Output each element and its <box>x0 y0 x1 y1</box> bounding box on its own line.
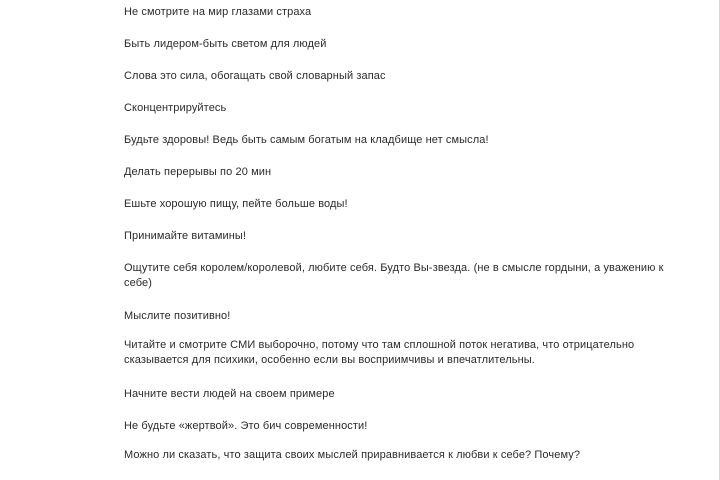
paragraph-4: Сконцентрируйтесь <box>124 102 227 114</box>
paragraph-3: Слова это сила, обогащать свой словарный запас <box>124 70 386 82</box>
paragraph-12: Начните вести людей на своем примере <box>124 388 335 400</box>
paragraph-2: Быть лидером-быть светом для людей <box>124 38 327 50</box>
paragraph-6: Делать перерывы по 20 мин <box>124 166 272 178</box>
paragraph-5: Будьте здоровы! Ведь быть самым богатым на кладбище нет смысла! <box>124 134 489 146</box>
paragraph-7: Ешьте хорошую пищу, пейте больше воды! <box>124 198 348 210</box>
paragraph-14: Можно ли сказать, что защита своих мыслей приравнивается к любви к себе? Почему? <box>124 449 581 461</box>
paragraph-13: Не будьте «жертвой». Это бич современности! <box>124 420 368 432</box>
paragraph-9: Ощутите себя королем/королевой, любите себя. Будто Вы-звезда. (не в смысле гордыни, а уважению к себе) <box>124 262 664 289</box>
paragraph-8: Принимайте витамины! <box>124 230 247 242</box>
paragraph-1: Не смотрите на мир глазами страха <box>124 6 312 18</box>
paragraph-10: Мыслите позитивно! <box>124 310 231 322</box>
paragraph-11: Читайте и смотрите СМИ выборочно, потому что там сплошной поток негатива, что отрицательно сказывается для психики, особенно если вы восприимчивы и впечатлительны. <box>124 339 635 366</box>
